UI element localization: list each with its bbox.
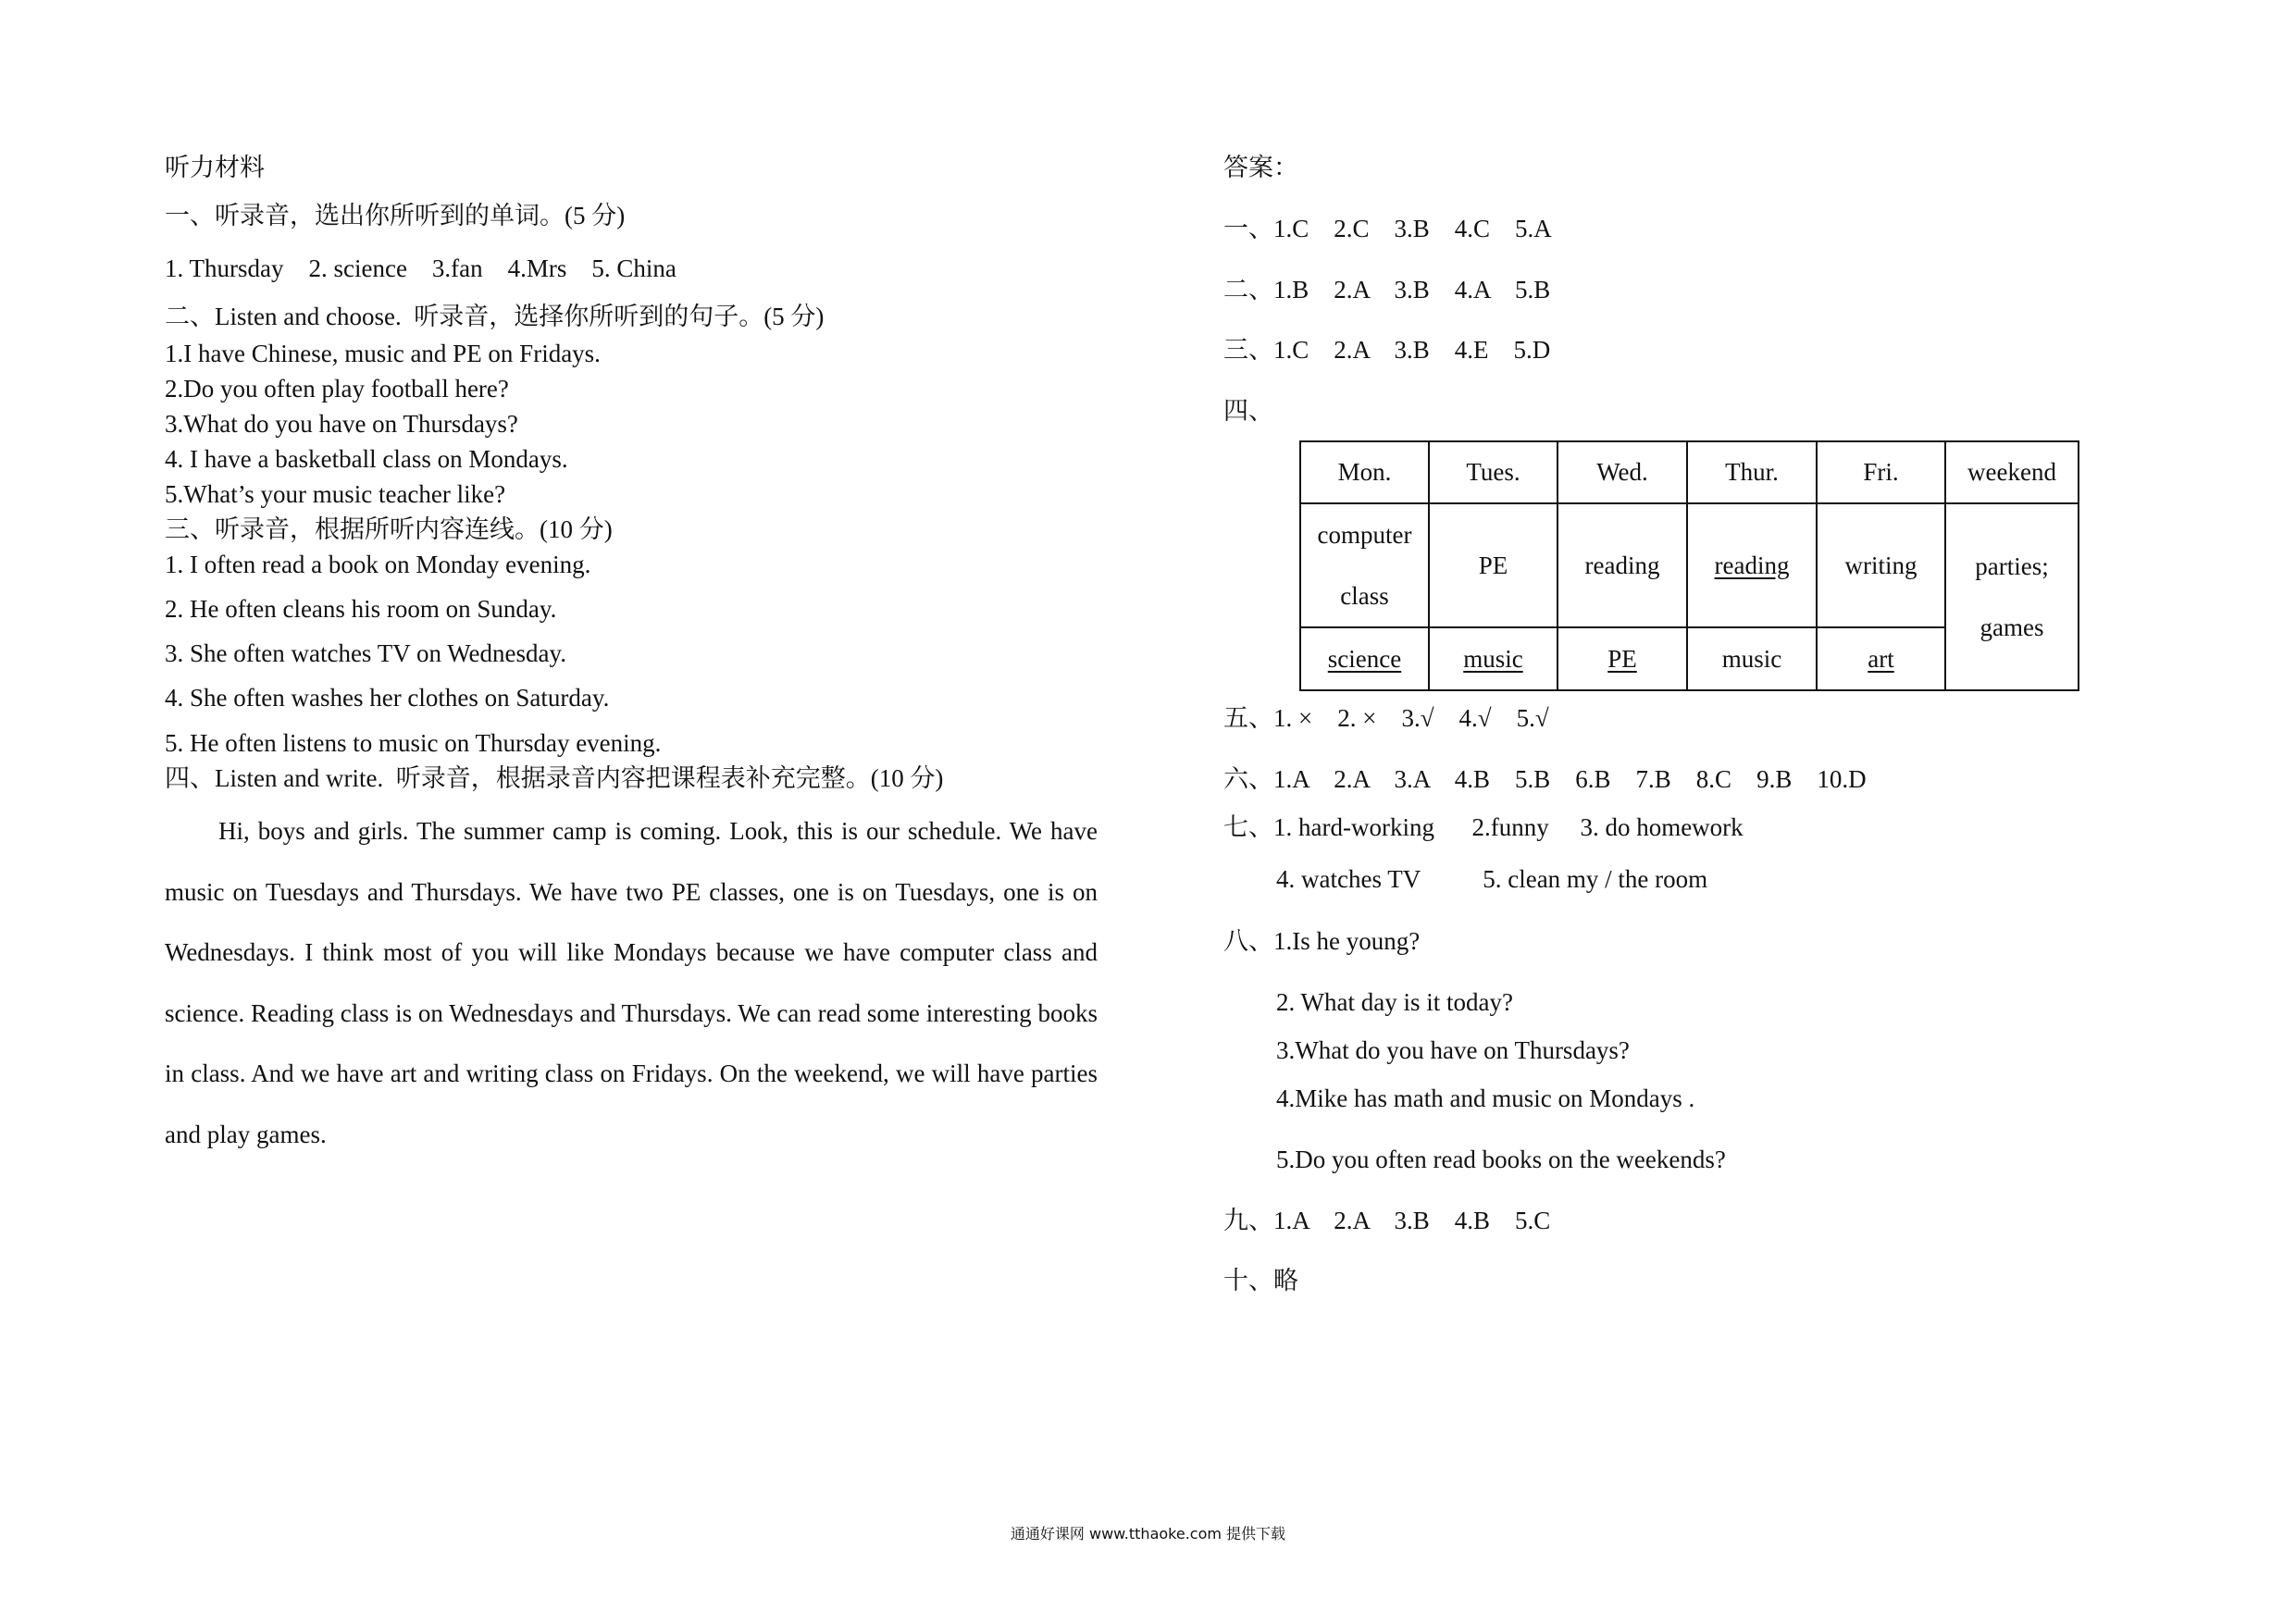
answer-9: 九、1.A 2.A 3.B 4.B 5.C — [1223, 1207, 1551, 1234]
section-2-line: 5.What’s your music teacher like? — [165, 480, 506, 508]
section-1-heading: 一、听录音，选出你所听到的单词。(5 分) — [165, 202, 626, 229]
cell-tues-2 — [1429, 627, 1558, 690]
answer-10: 十、略 — [1223, 1267, 1298, 1295]
header-cell: Mon. — [1300, 441, 1429, 503]
section-2-line: 1.I have Chinese, music and PE on Fridays. — [165, 340, 601, 367]
answer-8-line: 2. What day is it today? — [1276, 988, 1513, 1016]
header-cell: Thur. — [1687, 441, 1817, 503]
answer-1: 一、1.C 2.C 3.B 4.C 5.A — [1223, 215, 1552, 242]
footer-source: 通通好课网 www.tthaoke.com 提供下载 — [1010, 1525, 1286, 1542]
cell-text: games — [1980, 613, 2044, 641]
cell-weekend — [1945, 503, 2079, 690]
header-cell: weekend — [1945, 441, 2079, 503]
cell-mon-2 — [1300, 627, 1429, 690]
section-3-line: 5. He often listens to music on Thursday evening. — [165, 729, 662, 757]
section-2-line: 4. I have a basketball class on Mondays. — [165, 445, 568, 473]
section-3-heading: 三、听录音，根据所听内容连线。(10 分) — [165, 515, 613, 543]
cell-thur-1 — [1687, 503, 1817, 627]
section-3-line: 4. She often washes her clothes on Saturday. — [165, 684, 610, 712]
schedule-table — [1299, 440, 2079, 691]
answer-7-line-2: 4. watches TV 5. clean my / the room — [1276, 865, 1708, 893]
header-cell: Fri. — [1817, 441, 1945, 503]
schedule-header-row — [1300, 441, 2079, 503]
cell-text: class — [1340, 582, 1389, 610]
section-2-heading: 二、Listen and choose. 听录音，选择你所听到的句子。(5 分) — [165, 303, 825, 330]
answer-5: 五、1. × 2. × 3.√ 4.√ 5.√ — [1223, 704, 1549, 732]
answers-title: 答案： — [1223, 154, 1298, 181]
cell-wed-1: reading — [1558, 503, 1687, 627]
answer-7-line-1: 七、1. hard-working 2.funny 3. do homework — [1223, 813, 1744, 841]
cell-text: reading — [1714, 551, 1790, 579]
cell-text: science — [1327, 644, 1402, 673]
cell-text: music — [1463, 644, 1523, 673]
section-1-items: 1. Thursday 2. science 3.fan 4.Mrs 5. China — [165, 254, 676, 282]
cell-fri-1: writing — [1817, 503, 1945, 627]
listening-passage: Hi, boys and girls. The summer camp is coming. Look, this is our schedule. We have music on Tuesdays and Thursdays. We have two PE classes, one is on Tuesdays, one is on Wednesdays. I think most of you will like Mondays because we have computer class and science. Reading class is on Wednesdays and Thursdays. We can read some interesting books in class. And we have art and writing class on Fridays. On the weekend, we will have parties and play games. — [165, 817, 1098, 1148]
section-3-line: 3. She often watches TV on Wednesday. — [165, 639, 566, 667]
section-2-line: 2.Do you often play football here? — [165, 375, 509, 403]
cell-text: PE — [1607, 644, 1637, 673]
answer-8-line: 5.Do you often read books on the weekends? — [1276, 1146, 1726, 1173]
cell-text: computer — [1317, 521, 1412, 549]
cell-fri-2 — [1817, 627, 1945, 690]
schedule-row-1 — [1300, 503, 2079, 627]
cell-mon-1 — [1300, 503, 1429, 627]
section-2-line: 3.What do you have on Thursdays? — [165, 410, 518, 438]
section-3-line: 2. He often cleans his room on Sunday. — [165, 595, 557, 623]
answer-4-label: 四、 — [1223, 397, 1273, 425]
header-cell: Tues. — [1429, 441, 1558, 503]
cell-tues-1: PE — [1429, 503, 1558, 627]
header-cell: Wed. — [1558, 441, 1687, 503]
cell-text: parties; — [1975, 552, 2049, 580]
answer-8-line: 3.What do you have on Thursdays? — [1276, 1036, 1630, 1064]
answer-3: 三、1.C 2.A 3.B 4.E 5.D — [1223, 336, 1551, 364]
cell-wed-2 — [1558, 627, 1687, 690]
answer-8-line-1: 八、1.Is he young? — [1223, 927, 1421, 955]
listening-material-title: 听力材料 — [165, 154, 265, 181]
answer-6: 六、1.A 2.A 3.A 4.B 5.B 6.B 7.B 8.C 9.B 10.D — [1223, 765, 1867, 793]
answer-8-line: 4.Mike has math and music on Mondays . — [1276, 1084, 1695, 1112]
cell-text: art — [1868, 644, 1894, 673]
cell-thur-2: music — [1687, 627, 1817, 690]
section-4-heading: 四、Listen and write. 听录音，根据录音内容把课程表补充完整。(10 分) — [165, 764, 944, 792]
section-3-line: 1. I often read a book on Monday evening. — [165, 551, 591, 578]
answer-2: 二、1.B 2.A 3.B 4.A 5.B — [1223, 276, 1551, 304]
